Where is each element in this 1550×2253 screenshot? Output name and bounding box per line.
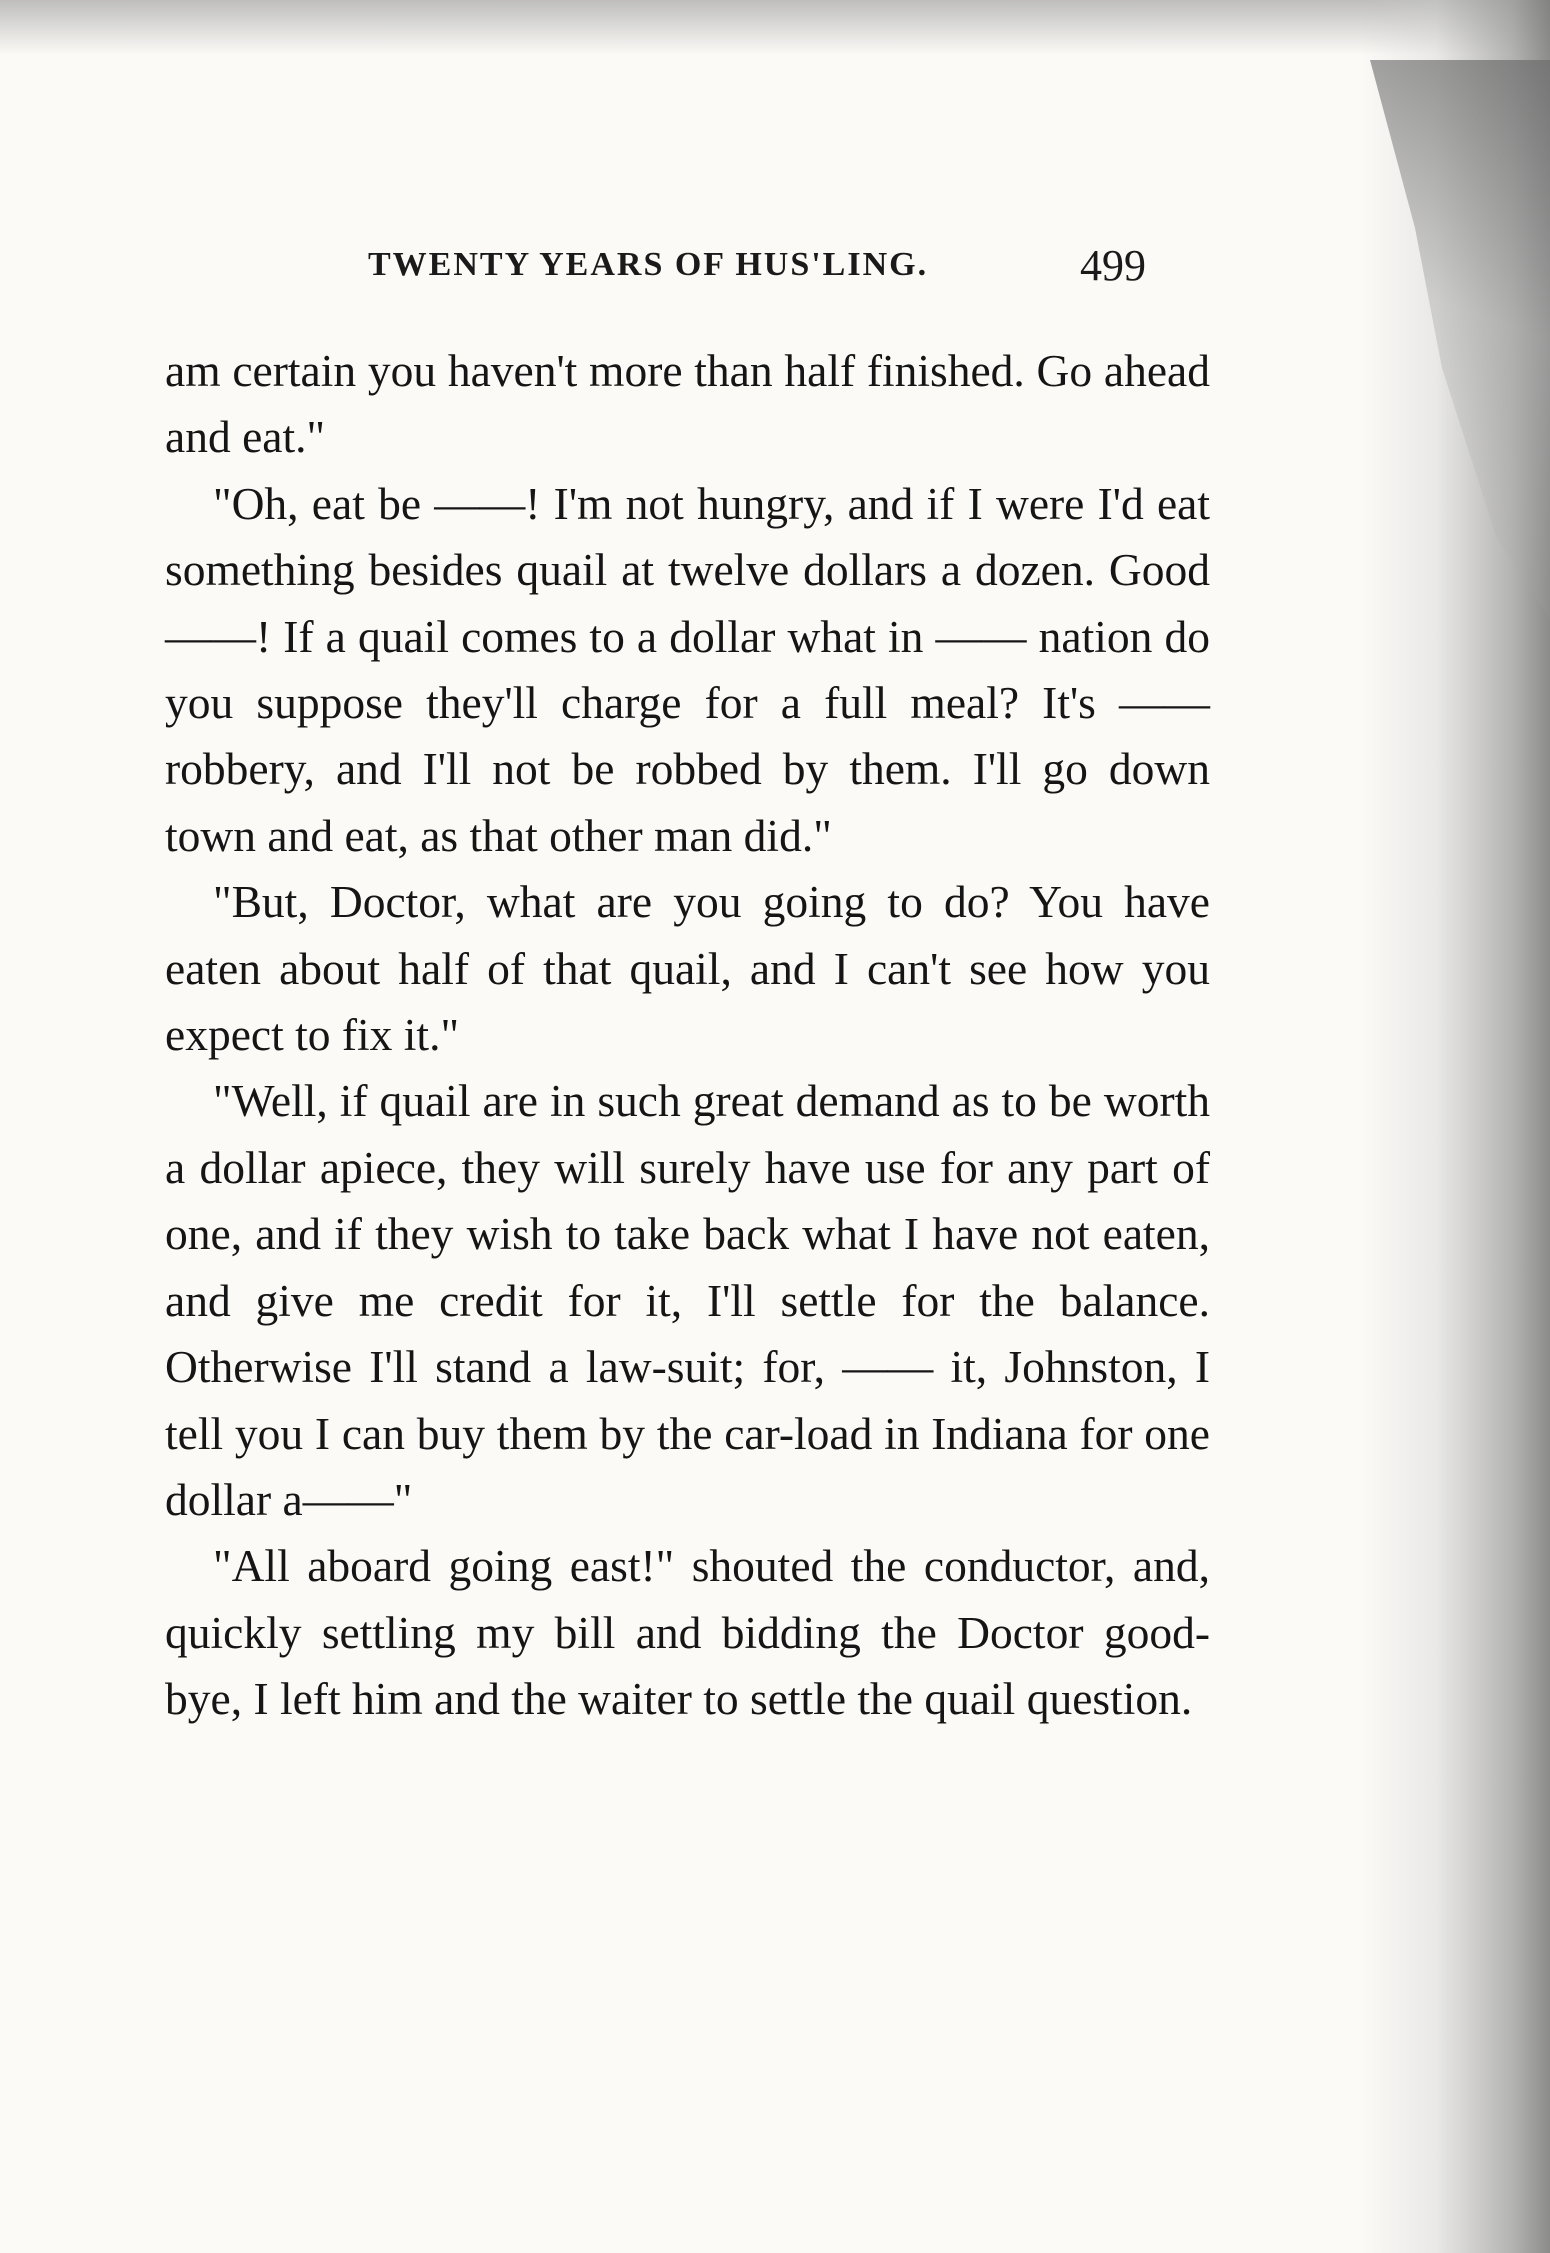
page-header: [368, 240, 1228, 300]
paragraph-5: "All aboard going east!" shouted the conductor, and, quickly settling my bill and bidding the Doctor good-bye, I left him and the waiter to settle the quail question.: [165, 1540, 1210, 1725]
paragraph-2: "Oh, eat be ——! I'm not hungry, and if I were I'd eat something besides quail at twelve dollars a dozen. Good ——! If a quail comes to a dollar what in —— nation do you suppose they'll charge for a full meal? It's —— robbery, and I'll not be robbed by them. I'll go down town and eat, as that other man did.": [165, 477, 1210, 861]
running-title: TWENTY YEARS OF HUS'LING.: [368, 246, 929, 283]
body-text: [165, 338, 1210, 1733]
paragraph-3: "But, Doctor, what are you going to do? You have eaten about half of that quail, and I can't see how you expect to fix it.": [165, 876, 1210, 1061]
paragraph-1: am certain you haven't more than half finished. Go ahead and eat.": [165, 345, 1210, 463]
page-number: 499: [1080, 241, 1146, 290]
paragraph-4: "Well, if quail are in such great demand as to be worth a dollar apiece, they will surely have use for any part of one, and if they wish to take back what I have not eaten, and give me credit for it, I'll settle for the balance. Otherwise I'll stand a law-suit; for, —— it, Johnston, I tell you I can buy them by the car-load in Indiana for one dollar a——": [165, 1075, 1210, 1525]
scan-top-shadow: [0, 0, 1550, 55]
